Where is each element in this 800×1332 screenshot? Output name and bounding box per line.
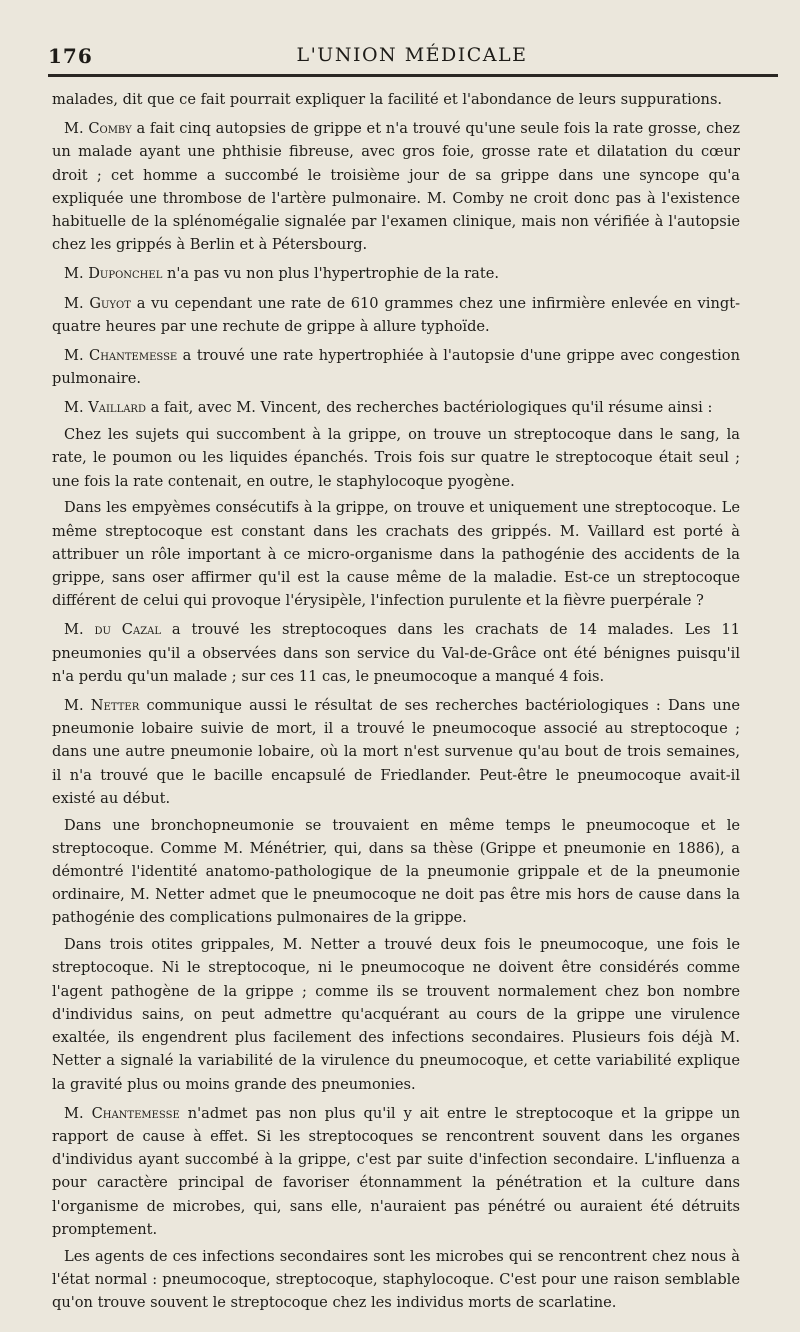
paragraph-1: M. Comby a fait cinq autopsies de grippe et n'a trouvé qu'une seule fois la rate grosse, chez un malade ayant une phthisie fibreuse, avec gros foie, grosse rate et dilatation du cœur droit ; cet homme a succombé le troisième jour de sa grippe dans une syncope qu'a expliquée une thrombose de l'artère pulmonaire. M. Comby ne croit donc pas à l'existence habituelle de la splénomégalie signalée par l'examen clinique, mais non vérifiée à l'autopsie chez les grippés à Berlin et à Pétersbourg. — [52, 120, 740, 254]
paragraph-0: malades, dit que ce fait pourrait expliquer la facilité et l'abondance de leurs suppurations. — [52, 91, 723, 108]
paragraph-6: Chez les sujets qui succombent à la grippe, on trouve un streptocoque dans le sang, la rate, le poumon ou les liquides épanchés. Trois fois sur quatre le streptocoque était seul ; une fois la rate contenait, en outre, le staphylocoque pyogène. — [52, 426, 740, 490]
speaker-name: M. Chantemesse — [64, 1104, 180, 1122]
article-body — [52, 88, 740, 1318]
paragraph-12: M. Chantemesse n'admet pas non plus qu'il y ait entre le streptocoque et la grippe un rapport de cause à effet. Si les streptocoques se rencontrent souvent dans les organes d'individus ayant succombé à la grippe, c'est par suite d'infection secondaire. L'influenza a pour caractère principal de favoriser étonnamment la pénétration et la culture dans l'organisme de microbes, qui, sans elle, n'auraient pas pénétré ou auraient été détruits promptement. — [52, 1104, 740, 1238]
header-rule — [48, 74, 778, 77]
page-header — [48, 36, 776, 70]
speaker-name: M. Chantemesse — [64, 347, 178, 365]
speaker-name: M. Comby — [64, 120, 132, 138]
speaker-name: M. Duponchel — [64, 265, 163, 283]
paragraph-8: M. du Cazal a trouvé les streptocoques dans les crachats de 14 malades. Les 11 pneumonies qu'il a observées dans son service du Val-de-Grâce ont été bénignes puisqu'il n'a perdu qu'un malade ; sur ces 11 cas, le pneumocoque a manqué 4 fois. — [52, 621, 740, 685]
paragraph-9: M. Netter communique aussi le résultat de ses recherches bactériologiques : Dans une pneumonie lobaire suivie de mort, il a trouvé le pneumocoque associé au streptocoque ; dans une autre pneumonie lobaire, où la mort n'est survenue qu'au bout de trois semaines, il n'a trouvé que le bacille encapsulé de Friedlander. Peut-être le pneumocoque avait-il existé au début. — [52, 697, 740, 807]
paragraph-3: M. Guyot a vu cependant une rate de 610 grammes chez une infirmière enlevée en vingt-quatre heures par une rechute de grippe à allure typhoïde. — [52, 294, 741, 335]
speaker-name: M. du Cazal — [64, 621, 161, 639]
paragraph-10: Dans une bronchopneumonie se trouvaient en même temps le pneumocoque et le streptocoque. Comme M. Ménétrier, qui, dans sa thèse (Grippe et pneumonie en 1886), a démontré l'identité anatomo-pathologique de la pneumonie grippale et de la pneumonie ordinaire, M. Netter admet que le pneumocoque ne doit pas être mis hors de cause dans la pathogénie des complications pulmonaires de la grippe. — [52, 816, 740, 927]
speaker-name: M. Vaillard — [64, 399, 146, 417]
page-number: 176 — [48, 44, 93, 68]
paragraph-11: Dans trois otites grippales, M. Netter a trouvé deux fois le pneumocoque, une fois le streptocoque. Ni le streptocoque, ni le pneumocoque ne doivent être considérés comme l'agent pathogène de la grippe ; comme ils se trouvent normalement chez bon nombre d'individus sains, on peut admettre qu'acquérant au cours de la grippe une virulence exaltée, ils engendrent plus facilement des infections secondaires. Plusieurs fois déjà M. Netter a signalé la variabilité de la virulence du pneumocoque, et cette variabilité explique la gravité plus ou moins grande des pneumonies. — [52, 936, 740, 1093]
paragraph-13: Les agents de ces infections secondaires sont les microbes qui se rencontrent chez nous à l'état normal : pneumocoque, streptocoque, staphylocoque. C'est pour une raison semblable qu'on trouve souvent le streptocoque chez les individus morts de scarlatine. — [52, 1247, 740, 1311]
running-head: L'UNION MÉDICALE — [296, 44, 528, 66]
paragraph-4: M. Chantemesse a trouvé une rate hypertrophiée à l'autopsie d'une grippe avec congestion pulmonaire. — [52, 347, 740, 388]
paragraph-5: M. Vaillard a fait, avec M. Vincent, des recherches bactériologiques qu'il résume ainsi : — [64, 399, 713, 417]
paragraph-7: Dans les empyèmes consécutifs à la grippe, on trouve et uniquement une streptocoque. Le même streptocoque est constant dans les crachats des grippés. M. Vaillard est porté à attribuer un rôle important à ce micro-organisme dans la pathogénie des accidents de la grippe, sans oser affirmer qu'il est la cause même de la maladie. Est-ce un streptocoque différent de celui qui provoque l'érysipèle, l'infection purulente et la fièvre puerpérale ? — [52, 499, 740, 610]
speaker-name: M. Guyot — [64, 294, 131, 312]
speaker-name: M. Netter — [64, 697, 140, 715]
paragraph-2: M. Duponchel n'a pas vu non plus l'hypertrophie de la rate. — [64, 265, 499, 283]
